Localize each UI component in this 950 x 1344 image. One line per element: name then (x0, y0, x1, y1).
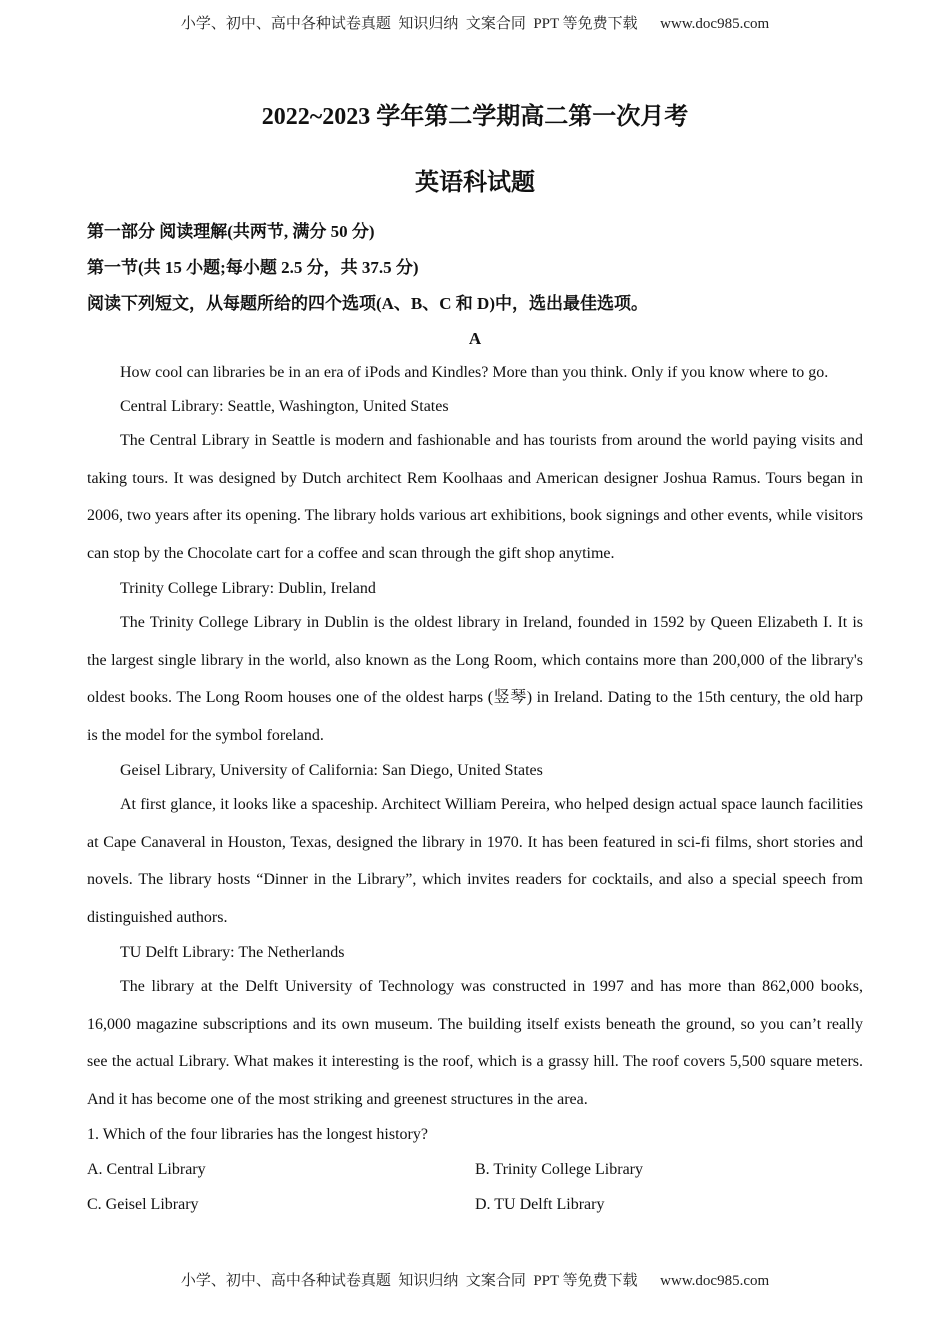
library-paragraph-4: The library at the Delft University of Technology was constructed in 1997 and has more than 862,000 books, 16,000 magazine subscriptions and its own museum. The building itself exists beneath the ground, so you can’t really see the actual Library. What makes it interesting is the roof, which is a grassy hill. The roof covers 5,500 square meters. And it has become one of the most striking and greenest structures in the area. (87, 978, 863, 1108)
library-heading-1: Central Library: Seattle, Washington, United States (120, 398, 449, 415)
library-heading-2: Trinity College Library: Dublin, Ireland (120, 580, 376, 597)
section-heading: 第一节(共 15 小题;每小题 2.5 分，共 37.5 分) (87, 258, 419, 277)
option-d: D. TU Delft Library (475, 1196, 605, 1213)
exam-title: 2022~2023 学年第二学期高二第一次月考 (261, 104, 689, 130)
part-heading: 第一部分 阅读理解(共两节, 满分 50 分) (87, 222, 375, 241)
passage-intro: How cool can libraries be in an era of iPods and Kindles? More than you think. Only if you know where to go. (120, 364, 829, 381)
question-options (87, 1152, 863, 1222)
option-a: A. Central Library (87, 1161, 206, 1178)
option-b: B. Trinity College Library (475, 1161, 643, 1178)
passage (87, 356, 863, 1118)
instruction: 阅读下列短文，从每题所给的四个选项(A、B、C 和 D)中，选出最佳选项。 (87, 294, 648, 313)
library-heading-3: Geisel Library, University of California: San Diego, United States (120, 762, 543, 779)
question-stem: 1. Which of the four libraries has the longest history? (87, 1126, 428, 1143)
option-c: C. Geisel Library (87, 1196, 199, 1213)
library-paragraph-1: The Central Library in Seattle is modern and fashionable and has tourists from around the world paying visits and taking tours. It was designed by Dutch architect Rem Koolhaas and American designer Joshua Ramus. Tours began in 2006, two years after its opening. The library holds various art exhibitions, book signings and other events, while visitors can stop by the Chocolate cart for a coffee and scan through the gift shop anytime. (87, 432, 863, 562)
library-heading-4: TU Delft Library: The Netherlands (120, 944, 345, 961)
library-paragraph-3: At first glance, it looks like a spaceship. Architect William Pereira, who helped design actual space launch facilities at Cape Canaveral in Houston, Texas, designed the library in 1970. It has been featured in sci-fi films, short stories and novels. The library hosts “Dinner in the Library”, which invites readers for cocktails, and also a special speech from distinguished authors. (87, 796, 863, 926)
library-paragraph-2: The Trinity College Library in Dublin is the oldest library in Ireland, founded in 1592 by Queen Elizabeth I. It is the largest single library in the world, also known as the Long Room, which contains more than 200,000 of the library's oldest books. The Long Room houses one of the oldest harps (竖琴) in Ireland. Dating to the 15th century, the old harp is the model for the symbol foreland. (87, 614, 863, 744)
exam-subject: 英语科试题 (415, 170, 535, 196)
page-header: 小学、初中、高中各种试卷真题 知识归纳 文案合同 PPT 等免费下载 www.doc985.com (180, 16, 770, 32)
passage-letter: A (468, 329, 482, 348)
page-footer: 小学、初中、高中各种试卷真题 知识归纳 文案合同 PPT 等免费下载 www.doc985.com (180, 1273, 770, 1289)
exam-content (87, 214, 863, 1222)
